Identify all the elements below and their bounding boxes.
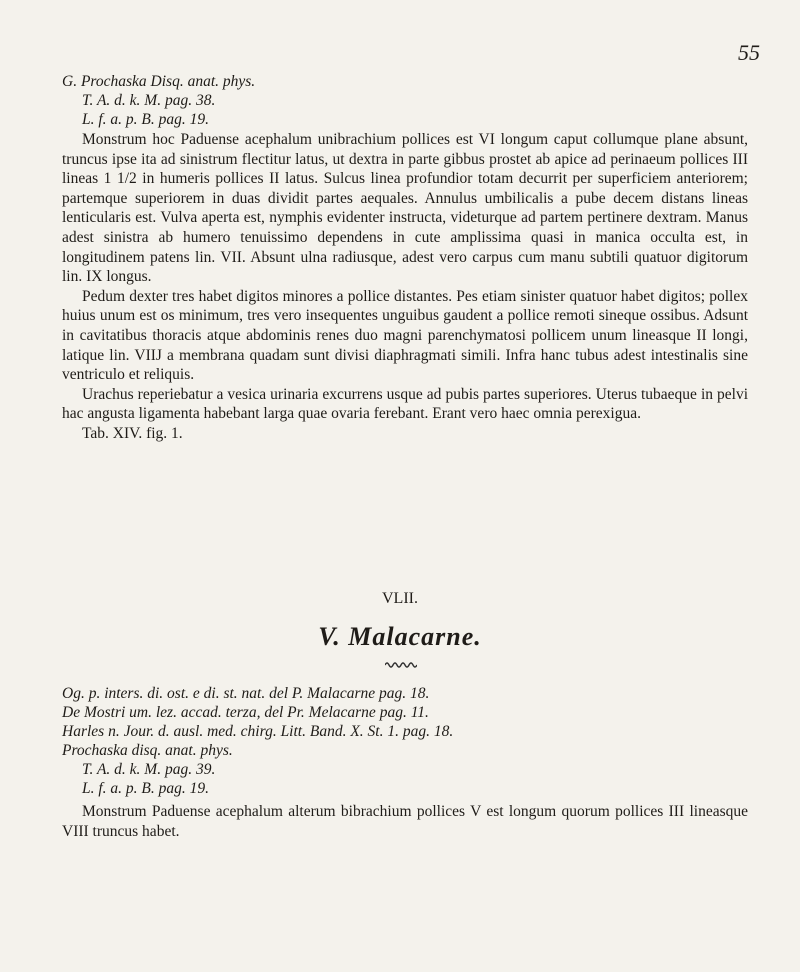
reference-line: T. A. d. k. M. pag. 39.: [82, 761, 216, 778]
section-title: V. Malacarne.: [318, 622, 482, 651]
reference-line: Og. p. inters. di. ost. e di. st. nat. del P. Malacarne pag. 18.: [62, 685, 430, 702]
reference-line: L. f. a. p. B. pag. 19.: [82, 111, 210, 128]
reference-line: T. A. d. k. M. pag. 38.: [82, 92, 216, 109]
page-number: 55: [738, 40, 760, 65]
reference-line: G. Prochaska Disq. anat. phys.: [62, 73, 256, 90]
table-reference: Tab. XIV. fig. 1.: [82, 424, 183, 442]
reference-line: L. f. a. p. B. pag. 19.: [82, 780, 210, 797]
body-paragraph: Urachus reperiebatur a vesica urinaria excurrens usque ad pubis partes superiores. Uterus tubaeque in pelvi hac angusta ligamenta habebant larga quae ovaria ferebant. Erant vero haec omnia perexigua.: [62, 385, 748, 423]
reference-line: De Mostri um. lez. accad. terza, del Pr. Melacarne pag. 11.: [62, 704, 429, 721]
wavy-divider-icon: [385, 661, 417, 669]
section-2-references: [62, 684, 748, 798]
body-paragraph: Monstrum Paduense acephalum alterum bibrachium pollices V est longum quorum pollices III lineasque VIII truncus habet.: [62, 803, 748, 840]
section-1-body: [62, 130, 748, 444]
section-1-references: [62, 72, 748, 129]
reference-line: Harles n. Jour. d. ausl. med. chirg. Litt. Band. X. St. 1. pag. 18.: [62, 723, 454, 740]
body-paragraph: Monstrum hoc Paduense acephalum unibrachium pollices est VI longum caput collumque plane absunt, truncus ipse ita ad sinistrum flectitur latus, ut dextra in parte gibbus prostet ab apice ad perinaeum pollices III lineas 1 1/2 in humeris pollices II latus. Sulcus linea profundior totam decurrit per superficiem anteriorem; partemque superiorem in duas dividit partes aequales. Annulus umbilicalis a pube decem distans lineas lenticularis est. Vulva aperta est, nymphis evidenter instructa, videturque ad partem pertinere dextram. Manus adest sinistra ab humero tenuissimo dependens in cute amplissima quasi in manica occulta est, in longitudinem patens lin. VII. Absunt ulna radiusque, adest vero carpus cum manu subtili quatuor digitorum lin. IX longus.: [62, 131, 748, 286]
body-paragraph: Pedum dexter tres habet digitos minores a pollice distantes. Pes etiam sinister quatuor habet digitos; pollex huius unum est os minimum, tres vero insequentes unguibus gaudent a pollice remoti sineque ossibus. Adsunt in cavitatibus thoracis atque abdominis renes duo magni parenchymatosi pollicem unum lineasque II longi, latique lin. VIIJ a membrana quadam sunt divisi diaphragmati simili. Infra hanc tubus adest intestinalis sine ventriculo et reliquis.: [62, 287, 748, 384]
section-number: VLII.: [382, 590, 418, 607]
section-2-body: [62, 802, 748, 841]
reference-line: Prochaska disq. anat. phys.: [62, 742, 233, 759]
